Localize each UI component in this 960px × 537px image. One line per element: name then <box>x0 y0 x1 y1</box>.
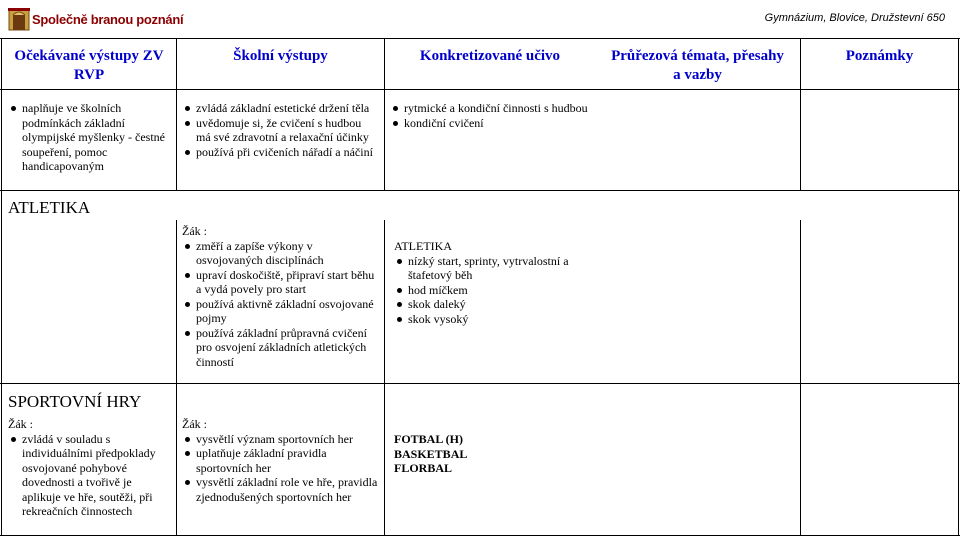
section-title-sportovni-hry: SPORTOVNÍ HRY <box>8 392 142 411</box>
col-border <box>1 38 2 535</box>
list-item: vysvětlí význam sportovních her <box>196 432 378 447</box>
list-item: zvládá základní estetické držení těla <box>196 101 378 116</box>
list-item: používá aktivně základní osvojované pojmy <box>196 297 378 326</box>
list-item: zvládá v souladu s individuálními předpoklady osvojované pohybové dovednosti a tvořivě je aplikuje ve hře, soutěži, při rekreačních činnostech <box>22 432 168 519</box>
list-item: upraví doskočiště, připraví start běhu a vydá povely pro start <box>196 268 378 297</box>
gate-logo-icon <box>8 6 30 32</box>
list-item: naplňuje ve školních podmínkách základní olympijské myšlenky - čestné soupeření, pomoc handicapovaným <box>22 101 168 174</box>
list-item: používá při cvičeních nářadí a náčiní <box>196 145 378 160</box>
curriculum-heading: ATLETIKA <box>394 239 452 253</box>
sporty-school-outcomes <box>182 417 378 504</box>
row1-curriculum <box>390 101 630 130</box>
sporty-expected-outcomes <box>8 417 168 519</box>
col-border <box>384 220 385 535</box>
column-header-expected-outcomes: Očekávané výstupy ZV RVP <box>14 48 164 83</box>
row1-expected-outcomes <box>8 101 168 174</box>
atletika-school-outcomes <box>182 224 378 369</box>
col-border <box>800 220 801 535</box>
column-header-school-outcomes: Školní výstupy <box>233 48 328 64</box>
sporty-curriculum <box>394 432 584 476</box>
list-item: skok vysoký <box>408 312 584 327</box>
list-item: hod míčkem <box>408 283 584 298</box>
list-item: používá základní průpravná cvičení pro osvojení základních atletických činností <box>196 326 378 370</box>
section-title-atletika: ATLETIKA <box>8 198 91 217</box>
atletika-rule <box>0 383 960 384</box>
header-rule <box>0 89 960 90</box>
col-border <box>958 38 959 535</box>
row1-rule <box>0 190 960 191</box>
column-header-curriculum: Konkretizované učivo <box>419 48 561 64</box>
column-header-cross-topics: Průřezová témata, přesahy a vazby <box>611 48 784 83</box>
sport-name: BASKETBAL <box>394 446 468 461</box>
list-item: nízký start, sprinty, vytrvalostní a štafetový běh <box>408 254 584 283</box>
list-item: změří a zapíše výkony v osvojovaných disciplínách <box>196 239 378 268</box>
logo-text: Společně branou poznání <box>32 11 184 27</box>
logo <box>8 6 183 32</box>
list-item: uplatňuje základní pravidla sportovních her <box>196 446 378 475</box>
student-label: Žák : <box>182 417 207 431</box>
col-border <box>176 220 177 535</box>
list-item: skok daleký <box>408 297 584 312</box>
top-rule <box>0 38 960 39</box>
sport-name: FLORBAL <box>394 461 453 475</box>
column-header-notes: Poznámky <box>845 48 914 64</box>
student-label: Žák : <box>182 224 207 238</box>
row1-school-outcomes <box>182 101 378 159</box>
atletika-curriculum <box>394 239 584 326</box>
student-label: Žák : <box>8 417 33 431</box>
list-item: kondiční cvičení <box>404 116 630 131</box>
school-name: Gymnázium, Blovice, Družstevní 650 <box>764 12 945 24</box>
bottom-rule <box>0 535 960 536</box>
list-item: rytmické a kondiční činnosti s hudbou <box>404 101 630 116</box>
list-item: uvědomuje si, že cvičení s hudbou má své zdravotní a relaxační účinky <box>196 116 378 145</box>
sport-name: FOTBAL (H) <box>394 432 464 446</box>
list-item: vysvětlí základní role ve hře, pravidla zjednodušených sportovních her <box>196 475 378 504</box>
